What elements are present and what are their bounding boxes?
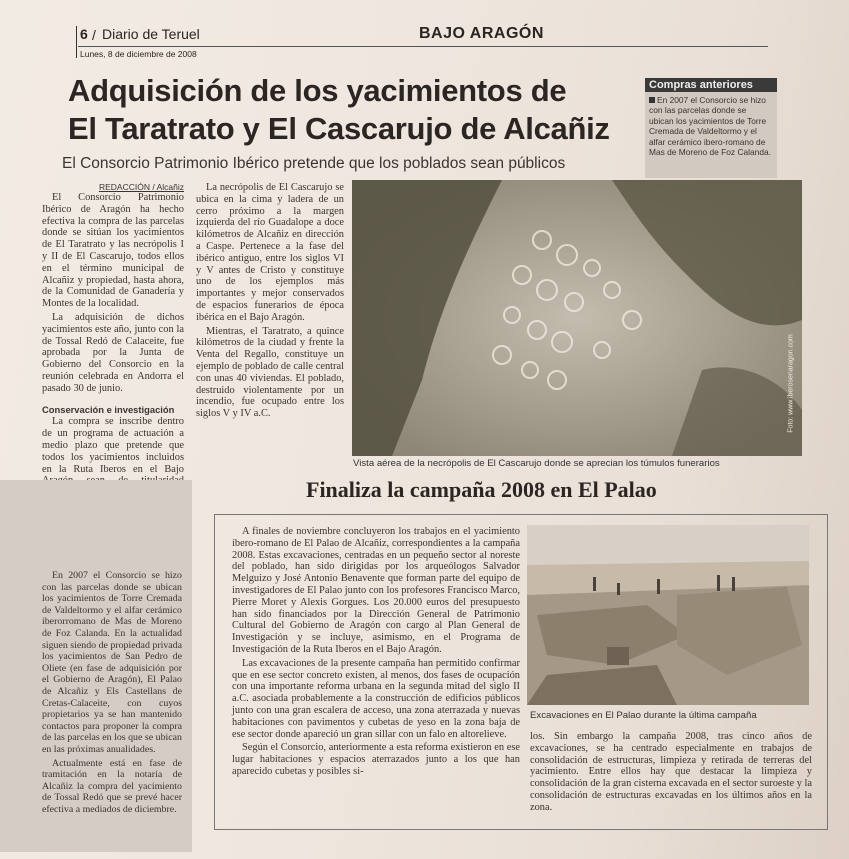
aerial-photo-graphic (352, 180, 802, 456)
paragraph: Según el Consorcio, anteriormente a esta reforma existieron en ese lugar habitaciones y espacios aterrazados junto a los que han aparecido cubetas y posibles si- (232, 742, 520, 777)
second-column-1 (232, 526, 520, 780)
excavation-photo-caption: Excavaciones en El Palao durante la última campaña (530, 710, 757, 721)
paragraph: La compra se inscribe dentro de un programa de actuación a medio plazo que pretende que todos los yacimientos incluidos en la Ruta Iberos en el Bajo (42, 416, 184, 475)
paragraph: Actualmente está en fase de tramitación en la notaría de Alcañiz la compra del yacimiento de Tossal Redó que se prevé hacer efectiva a mediados de diciembre. (42, 757, 182, 815)
masthead-rule (78, 46, 768, 47)
square-bullet-icon (649, 97, 655, 103)
section-name: BAJO ARAGÓN (419, 25, 544, 42)
paragraph: Mientras, el Taratrato, a quince kilómetros de la ciudad y frente la Venta del Regallo, constituye un ejemplo de poblado de calle central con unas 40 viviendas. El poblado, destruido violentamente por un incendio, fue ocupado entre los siglos V y IV a.C. (196, 325, 344, 420)
headline (68, 72, 640, 148)
subheadline: El Consorcio Patrimonio Ibérico pretende que los poblados sean públicos (62, 155, 566, 172)
paragraph: La necrópolis de El Cascarujo se ubica en la cima y ladera de un cerro próximo a la margen izquierda del río Guadalope a doce kilómetros de Alcañiz en dirección a Caspe. Pertenece a la fase del ibérico antiguo, entre los siglos VI y V antes de Cristo y constituye uno de los ejemplos más importantes y mejor conservados de espacios funerarios de época ibérica en el Bajo Aragón. (196, 182, 344, 323)
paragraph: A finales de noviembre concluyeron los trabajos en el yacimiento íbero-romano de El Palao de Alcañiz, correspondientes a la campaña 2008. Estas excavaciones, centradas en un pequeño sector al noreste del poblado, han sido dirigidas por los arqueólogos Salvador Melguizo y José Antonio Benavente que forman parte del equipo de investigadores de El Palao junto con los profesores Francisco Marco, Pierre Moret y Alexis Gorgues. Los 20.000 euros del presupuesto han sido financiados por la Dirección General de Patrimonio Cultural del Gobierno de Aragón con cargo al Plan General de Investigación y se incluye, asimismo, en el Programa de Investigación de la Ruta Iberos en el Bajo Aragón. (232, 526, 520, 655)
byline: REDACCIÓN / Alcañiz (98, 182, 184, 192)
headline-line-2: El Taratrato y El Cascarujo de Alcañiz (68, 111, 610, 146)
issue-date: Lunes, 8 de diciembre de 2008 (80, 49, 197, 59)
main-column-2 (196, 182, 344, 422)
second-column-2 (530, 731, 812, 816)
paragraph: La adquisición de dichos yacimientos este año, junto con la de Tossal Redó de Calaceite, fue aprobada por la Junta de Gobierno del Consorcio en la reunión celebrada en Andorra el pasado 30 de junio. (42, 311, 184, 394)
sidebar-text-wrap (645, 92, 777, 157)
sidebar-text: En 2007 el Consorcio se hizo con las parcelas donde se ubican los yacimientos de Torre Cremada de Valdeltormo y el alfar cerámico ibero-romano de Mas de Moreno de Foz Calanda. (649, 95, 771, 158)
paragraph: En 2007 el Consorcio se hizo con las parcelas donde se ubican los yacimientos de Torre Cremada de Valdeltormo y el alfar cerámico iberorromano de Mas de Moreno de Foz Calanda. En la actualidad siguen siendo de propiedad privada los yacimientos de San Pedro de Oliete (en fase de adquisición por el Gobierno de Aragón), El Palao de Alcañiz y Els Castellans de Cretas-Calaceite, con cuyos propietarios ya se han mantenido contactos para proponer la compra de las parcelas en los que se ubican en las próximas anualidades. (42, 570, 182, 755)
masthead (72, 25, 772, 59)
newspaper-name: Diario de Teruel (102, 26, 200, 42)
aerial-photo-caption: Vista aérea de la necrópolis de El Cascarujo donde se aprecian los túmulos funerarios (353, 458, 720, 469)
paragraph: El Consorcio Patrimonio Ibérico de Aragón ha hecho efectiva la compra de las parcelas donde se sitúan los yacimientos de El Taratrato y las necrópolis I y II de El Cascarujo, todos ellos en el término municipal de Alcañiz y propiedad, hasta ahora, de la Comunidad de Ganadería y Montes de la localidad. (42, 192, 184, 310)
left-rule (76, 26, 77, 58)
page-number: 6 (80, 26, 88, 42)
excavation-photo (527, 525, 809, 705)
paragraph: los. Sin embargo la campaña 2008, tras cinco años de excavaciones, se ha centrado especialmente en trabajos de consolidación de estructuras, limpieza y retirada de terreras del yacimiento. Entre ellos hay que destacar la limpieza y consolidación de la gran cisterna excavada en el sector suroeste y la consolidación de estructuras excavadas en los últimos años en la zona. (530, 731, 812, 813)
photo-credit: Foto: www.iberosenaragon.com (787, 334, 795, 433)
second-article-title: Finaliza la campaña 2008 en El Palao (306, 477, 657, 502)
main-column-1b (42, 570, 182, 817)
sidebar-box (645, 78, 777, 178)
headline-line-1: Adquisición de los yacimientos de (68, 73, 567, 108)
excavation-photo-graphic (527, 525, 809, 705)
aerial-photo-necropolis (352, 180, 802, 456)
sidebar-title: Compras anteriores (645, 78, 777, 92)
paragraph: Las excavaciones de la presente campaña han permitido confirmar que en ese sector concreto existen, al menos, dos fases de ocupación con una importante reforma urbana en la segunda mitad del siglo II a.C. asociada probablemente a la construcción de edificios públicos junto con una gran escalera de acceso, una zona aterrazada y nuevas habitaciones con pavimentos y cubetas de yeso en la zona baja de ese sector donde apareció un gran sillar con un falo en altorelieve. (232, 657, 520, 740)
masthead-divider: / (92, 27, 96, 43)
section-subhead: Conservación e investigación (42, 403, 175, 415)
